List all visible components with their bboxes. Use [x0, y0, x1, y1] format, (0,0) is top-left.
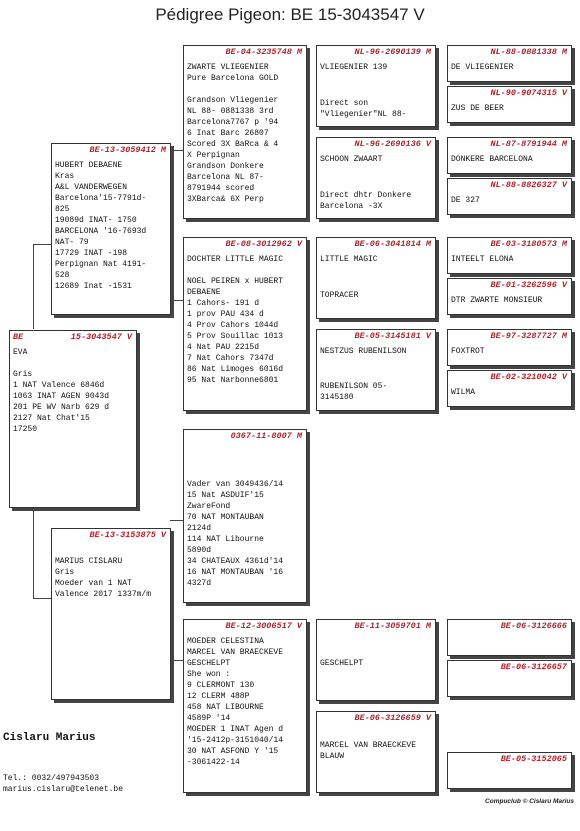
ring-number: BE-97-3287727 M	[490, 331, 567, 341]
great-grandparent-card	[316, 137, 436, 219]
ring-number: BE-03-3180573 M	[490, 239, 567, 249]
ancestor-card	[447, 329, 572, 366]
pigeon-name: SCHOON ZWAART	[320, 155, 383, 164]
pigeon-details: Vader van 3049436/14 15 Nat ASDUIF'15 ZwareFond 70 NAT MONTAUBAN 2124d 114 NAT Libourne 5890d 34 CHATEAUX 4361d'14 16 NAT MONTAUBAN '16 4327d	[187, 480, 284, 588]
pigeon-details: MOEDER CELESTINA MARCEL VAN BRAECKEVE GESCHELPT She won : 9 CLERMONT 130 12 CLERM 488P 458 NAT LIBOURNE 4589P '14 MOEDER 1 INAT Agen d '15-2412p-3151040/14 30 NAT ASFOND Y '15 -3061422-14	[187, 637, 284, 767]
pigeon-details: ZWARTE VLIEGENIER Pure Barcelona GOLD Grandson Vliegenier NL 88- 0881338 3rd Barcelona7767 p '94 6 Inat Barc 26807 Scored 3X BaRca & 4 X Perpignan Grandson Donkere Barcelona NL 87- 8791944 scored 3XBarca& 6X Perp	[187, 63, 279, 204]
ancestor-card	[447, 752, 572, 789]
ring-number: 0367-11-8007 M	[230, 431, 302, 441]
pigeon-details: TOPRACER	[320, 291, 359, 300]
pigeon-name: GESCHELPT	[320, 659, 364, 668]
pigeon-name: MARCEL VAN BRAECKEVE BLAUW	[320, 741, 417, 761]
ring-number: BE-05-3152065	[500, 754, 567, 764]
ring-number: NL-87-8791944 M	[490, 139, 567, 149]
granddam-maternal-card	[183, 619, 307, 793]
ancestor-card	[447, 178, 572, 215]
ring-number: BE-04-3235748 M	[225, 47, 302, 57]
grandsire-paternal-card	[183, 45, 307, 219]
father-card	[51, 143, 171, 315]
ancestor-card	[447, 237, 572, 274]
ring-number: NL-96-2690139 M	[354, 47, 431, 57]
ring-number: NL-90-9074315 V	[490, 88, 567, 98]
pigeon-name: DONKERE BARCELONA	[451, 155, 533, 164]
ring-number: BE-06-3041814 M	[354, 239, 431, 249]
pigeon-details: EVA Gris 1 NAT Valence 6846d 1063 INAT AGEN 9043d 201 PE WV Narb 629 d 2127 Nat Chat'15 17250	[13, 348, 110, 434]
ring-number: BE-12-3006517 V	[225, 621, 302, 631]
pigeon-name: DE 327	[451, 196, 480, 205]
pigeon-details: Direct son "Vliegenier"NL 88-	[320, 99, 407, 119]
ring-number: NL-88-0881338 M	[490, 47, 567, 57]
pigeon-name: DE VLIEGENIER	[451, 63, 514, 72]
ancestor-card	[447, 619, 572, 656]
connector-line	[170, 660, 184, 661]
ancestor-card	[447, 45, 572, 82]
ring-number: BE-08-3012962 V	[225, 239, 302, 249]
pigeon-details: HUBERT DEBAENE Kras A&L VANDERWEGEN Barcelona'15-7791d- 825 19089d INAT- 1750 BARCELONA '16-7693d NAT- 79 17729 INAT -198 Perpignan Nat 4191- 528 12689 Inat -1531	[55, 161, 147, 291]
great-grandparent-card	[316, 45, 436, 127]
ring-number: NL-88-8826327 V	[490, 180, 567, 190]
pigeon-name: INTEELT ELONA	[451, 255, 514, 264]
granddam-paternal-card	[183, 237, 307, 411]
owner-email: marius.cislaru@telenet.be	[3, 785, 124, 794]
ring-number: NL-96-2690136 V	[354, 139, 431, 149]
pigeon-name: WILMA	[451, 388, 476, 397]
pigeon-details: Direct dhtr Donkere Barcelona -3X	[320, 191, 412, 211]
pigeon-name: LITTLE MAGIC	[320, 255, 378, 264]
pigeon-details: DOCHTER LITTLE MAGIC NOEL PEIREN x HUBERT DEBAENE 1 Cahors- 191 d 1 prov PAU 434 d 4 Prov Cahors 1044d 5 Prov Souillac 1013 4 Nat PAU 2215d 7 Nat Cahors 7347d 86 Nat Limoges 6016d 95 Nat Narbonne6801	[187, 255, 284, 385]
pigeon-name: ZUS DE BEER	[451, 104, 504, 113]
ancestor-card	[447, 278, 572, 315]
ring-number: BE-06-3126657	[500, 662, 567, 672]
page-title: Pédigree Pigeon: BE 15-3043547 V	[155, 5, 425, 24]
connector-line	[33, 244, 34, 329]
pigeon-details: RUBENILSON 05- 3145180	[320, 382, 388, 402]
connector-line	[170, 300, 184, 301]
pigeon-name: FOXTROT	[451, 347, 485, 356]
ring-number: BE-06-3126666	[500, 621, 567, 631]
subject-card	[9, 330, 137, 508]
great-grandparent-card	[316, 711, 436, 793]
ring-number: BE-05-3145181 V	[354, 331, 431, 341]
pigeon-name: DTR ZWARTE MONSIEUR	[451, 296, 543, 305]
pigeon-name: NESTZUS RUBENILSON	[320, 347, 407, 356]
ancestor-card	[447, 370, 572, 407]
ring-number: BE-13-3153875 V	[89, 530, 166, 540]
mother-card	[51, 528, 171, 700]
connector-line	[33, 508, 34, 598]
footer-credit: Compuclub © Cislaru Marius	[485, 798, 574, 805]
great-grandparent-card	[316, 329, 436, 411]
ring-number: BE-01-3262596 V	[490, 280, 567, 290]
ring-number: BE-11-3059701 M	[354, 621, 431, 631]
ring-number: BE-02-3210042 V	[490, 372, 567, 382]
grandsire-maternal-card	[183, 429, 307, 603]
ancestor-card	[447, 660, 572, 697]
connector-line	[170, 520, 184, 521]
owner-name: Cislaru Marius	[3, 732, 96, 744]
ancestor-card	[447, 137, 572, 174]
connector-line	[33, 598, 52, 599]
great-grandparent-card	[316, 619, 436, 701]
ring-number: 15-3043547 V	[70, 332, 132, 342]
owner-phone: Tel.: 0032/497943503	[3, 774, 100, 783]
great-grandparent-card	[316, 237, 436, 319]
owner-contact	[3, 773, 123, 795]
ring-number: BE-13-3059412 M	[89, 145, 166, 155]
ring-number: BE-06-3126659 V	[354, 713, 431, 723]
ring-prefix: BE	[13, 332, 24, 342]
connector-line	[33, 244, 52, 245]
pigeon-name: VLIEGENIER 139	[320, 63, 388, 72]
pigeon-details: MARIUS CISLARU Gris Moeder van 1 NAT Valence 2017 1337m/m	[55, 557, 152, 599]
ancestor-card	[447, 86, 572, 123]
connector-line	[170, 150, 184, 151]
